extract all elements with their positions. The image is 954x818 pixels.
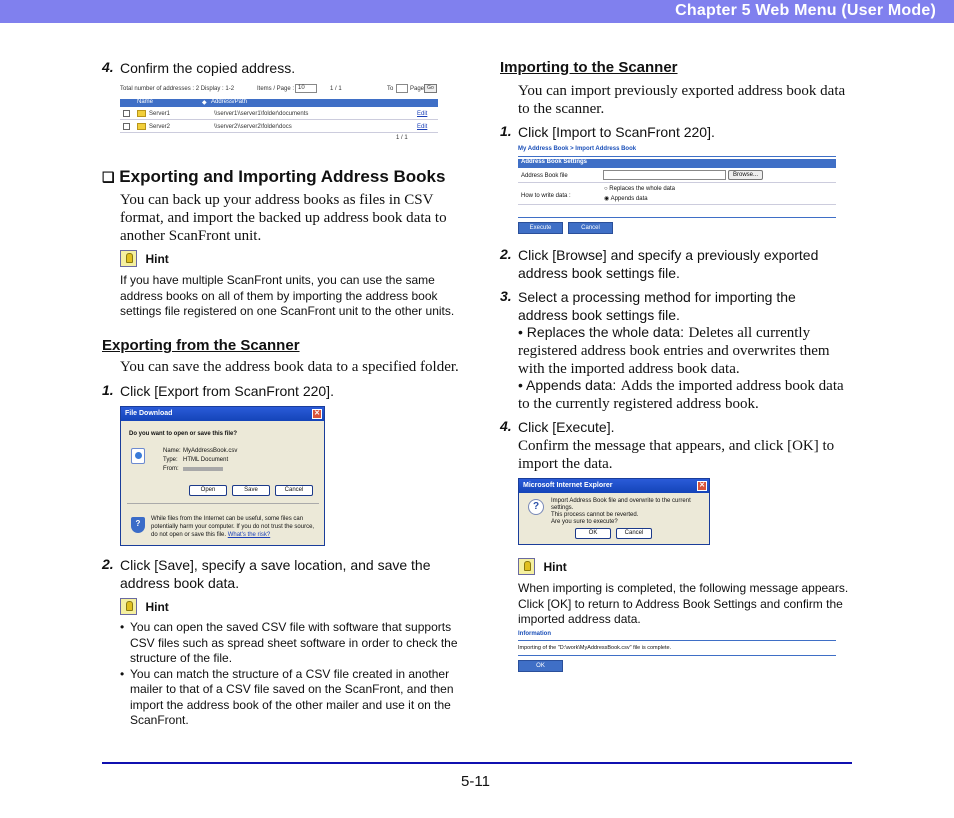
step-number: 1. xyxy=(102,382,114,398)
dialog-titlebar xyxy=(519,479,709,493)
export-heading: Exporting from the Scanner xyxy=(102,337,300,354)
to-label: To xyxy=(387,86,394,92)
go-button[interactable]: Go xyxy=(424,84,437,93)
file-input[interactable] xyxy=(603,170,726,180)
close-icon[interactable]: ✕ xyxy=(312,409,322,419)
divider xyxy=(518,182,836,183)
address-table-screenshot xyxy=(120,84,438,141)
how-label: How to write data : xyxy=(521,193,571,199)
row-name: Server2 xyxy=(149,124,171,130)
file-download-dialog xyxy=(120,406,325,546)
pager-bottom[interactable]: 1 / 1 xyxy=(396,135,408,141)
bullet-append xyxy=(518,376,853,413)
hint-header xyxy=(120,598,169,620)
settings-bar: Address Book Settings xyxy=(518,159,836,168)
divider xyxy=(127,503,319,504)
name-label: Name: xyxy=(163,448,181,454)
items-per-page-select[interactable] xyxy=(295,84,317,93)
cancel-button[interactable]: Cancel xyxy=(275,485,313,496)
hint-icon xyxy=(120,250,137,267)
hint-header xyxy=(518,558,567,580)
dialog-question: Do you want to open or save this file? xyxy=(129,431,238,437)
dialog-title: File Download xyxy=(125,410,173,417)
items-per-page-label: Items / Page : xyxy=(257,86,295,92)
cancel-button[interactable]: Cancel xyxy=(568,222,613,234)
type-label: Type: xyxy=(163,457,178,463)
hint-icon xyxy=(120,598,137,615)
hint-icon xyxy=(518,558,535,575)
table-row xyxy=(120,121,438,133)
step-text: Click [Browse] and specify a previously exported address book settings file. xyxy=(518,247,819,281)
execute-button[interactable]: Execute xyxy=(518,222,563,234)
folder-icon xyxy=(137,123,146,130)
hint-label: Hint xyxy=(145,252,169,266)
hint-bullet-text: You can open the saved CSV file with software that supports CSV files such as spread sheet software in order to check the structure of the file. xyxy=(130,620,458,665)
step-text: Select a processing method for importing the address book settings file. xyxy=(518,289,796,323)
radio-append-label: Appends data xyxy=(610,196,648,202)
import-form-screenshot xyxy=(518,146,836,236)
step-number: 1. xyxy=(500,123,512,139)
confirm-line: This process cannot be reverted. xyxy=(551,512,639,518)
col-name: Name xyxy=(137,99,154,105)
info-title: Information xyxy=(518,631,551,637)
table-header xyxy=(120,99,438,107)
from-label: From: xyxy=(163,466,179,472)
chapter-title: Chapter 5 Web Menu (User Mode) xyxy=(675,2,936,19)
hint-label: Hint xyxy=(543,560,567,574)
hint-header xyxy=(120,250,169,272)
bullet-label: • Appends data: xyxy=(518,377,617,393)
hint-bullet: • You can match the structure of a CSV file created in another mailer to that of a CSV file saved on the ScanFront, and then import the address book of the other mailer and use it on the ScanFront. xyxy=(120,667,460,729)
breadcrumb[interactable]: My Address Book > Import Address Book xyxy=(518,146,637,152)
import-body: You can import previously exported address book data to the scanner. xyxy=(518,83,846,117)
from-value-redacted xyxy=(183,467,223,471)
row-name: Server1 xyxy=(149,111,171,117)
ok-button[interactable]: OK xyxy=(575,528,611,539)
col-path: Address/Path xyxy=(211,99,248,105)
page-number: 5-11 xyxy=(461,773,490,790)
sort-icon[interactable]: ◆ xyxy=(202,100,207,106)
step-body: Confirm the message that appears, and click [OK] to import the data. xyxy=(518,438,835,472)
page-label: Page xyxy=(410,86,425,92)
divider xyxy=(518,640,836,641)
hint-label: Hint xyxy=(145,600,169,614)
question-icon: ? xyxy=(528,499,544,515)
hint-text: When importing is completed, the following message appears. Click [OK] to return to Address Book Settings and confirm the imported address data. xyxy=(518,581,849,626)
folder-icon xyxy=(137,110,146,117)
divider xyxy=(518,204,836,205)
document-icon xyxy=(131,448,145,464)
dialog-titlebar xyxy=(121,407,324,421)
cancel-button[interactable]: Cancel xyxy=(616,528,652,539)
info-message: Importing of the "D:\work\MyAddressBook.csv" file is complete. xyxy=(518,645,672,651)
hint-bullet: • You can open the saved CSV file with software that supports CSV files such as spread sheet software in order to check the structure of the file. xyxy=(120,620,460,667)
divider xyxy=(518,156,836,157)
browse-button[interactable]: Browse... xyxy=(728,170,763,180)
import-heading: Importing to the Scanner xyxy=(500,59,678,76)
radio-replace-label: Replaces the whole data xyxy=(609,186,676,192)
type-value: HTML Document xyxy=(183,457,229,463)
step-number: 2. xyxy=(500,246,512,262)
step-text: Confirm the copied address. xyxy=(120,60,296,76)
dialog-title: Microsoft Internet Explorer xyxy=(523,482,613,489)
divider xyxy=(518,217,836,218)
information-screenshot xyxy=(518,631,836,676)
row-path: \\server1\\server1\folder\documents xyxy=(214,111,309,117)
divider xyxy=(518,655,836,656)
confirm-dialog xyxy=(518,478,710,545)
security-warning xyxy=(151,515,319,539)
section-body: You can back up your address books as files in CSV format, and import the backed up address book data to another ScanFront unit. xyxy=(120,192,447,244)
close-icon[interactable]: ✕ xyxy=(697,481,707,491)
edit-link[interactable]: Edit xyxy=(417,111,428,117)
confirm-line: Are you sure to execute? xyxy=(551,519,618,525)
step-text: Click [Import to ScanFront 220]. xyxy=(518,124,715,140)
confirm-message xyxy=(551,498,709,526)
shield-icon: ? xyxy=(131,517,145,533)
open-button[interactable]: Open xyxy=(189,485,227,496)
confirm-line: Import Address Book file and overwrite to the current settings. xyxy=(551,498,691,511)
bullet-replace xyxy=(518,323,853,378)
hint-bullet-text: You can match the structure of a CSV file created in another mailer to that of a CSV file saved on the ScanFront, and then import the address book of the other mailer and use it on the ScanFront. xyxy=(130,666,454,727)
section-heading xyxy=(102,167,445,187)
risk-link[interactable]: What's the risk? xyxy=(227,532,271,538)
ok-button[interactable]: OK xyxy=(518,660,563,672)
hint-bullets xyxy=(120,620,460,729)
step-text: Click [Execute]. xyxy=(518,419,615,435)
row-path: \\server2\\server2\folder\docs xyxy=(214,124,292,130)
row-checkbox[interactable] xyxy=(123,110,130,117)
bullet-text: Adds the imported address book data to the currently registered address book. xyxy=(518,378,844,412)
step-number: 4. xyxy=(102,59,114,75)
bullet-text: Deletes all currently registered address book entries and overwrites them with the imported address book data. xyxy=(518,325,830,377)
warning-text: While files from the Internet can be useful, some files can potentially harm your computer. If you do not trust the source, do not open or save this file. xyxy=(151,516,315,538)
edit-link[interactable]: Edit xyxy=(417,124,428,130)
name-value: MyAddressBook.csv xyxy=(183,448,238,454)
step-number: 3. xyxy=(500,288,512,304)
table-row xyxy=(120,108,438,120)
footer-rule xyxy=(102,762,852,764)
radio-replace[interactable]: ○ Replaces the whole data xyxy=(604,186,676,192)
bullet-label: • Replaces the whole data: xyxy=(518,324,685,340)
step-text: Click [Export from ScanFront 220]. xyxy=(120,383,334,399)
file-label: Address Book file xyxy=(521,173,568,179)
hint-text: If you have multiple ScanFront units, you can use the same address books on all of them by importing the address book settings file registered on one ScanFront unit to the other units. xyxy=(120,273,455,318)
pager-top[interactable]: 1 / 1 xyxy=(330,86,342,92)
step-text: Click [Save], specify a save location, and save the address book data. xyxy=(120,557,431,591)
step-number: 4. xyxy=(500,418,512,434)
section-glyph: ❑ xyxy=(102,169,115,185)
items-per-page-value: 10 xyxy=(298,85,305,91)
step-number: 2. xyxy=(102,556,114,572)
total-addresses: Total number of addresses : 2 Display : 1-2 xyxy=(120,86,235,92)
export-body: You can save the address book data to a specified folder. xyxy=(120,359,459,375)
row-checkbox[interactable] xyxy=(123,123,130,130)
radio-append[interactable]: ◉ Appends data xyxy=(604,196,648,202)
section-title: Exporting and Importing Address Books xyxy=(119,167,446,186)
page-input[interactable] xyxy=(396,84,408,93)
save-button[interactable]: Save xyxy=(232,485,270,496)
